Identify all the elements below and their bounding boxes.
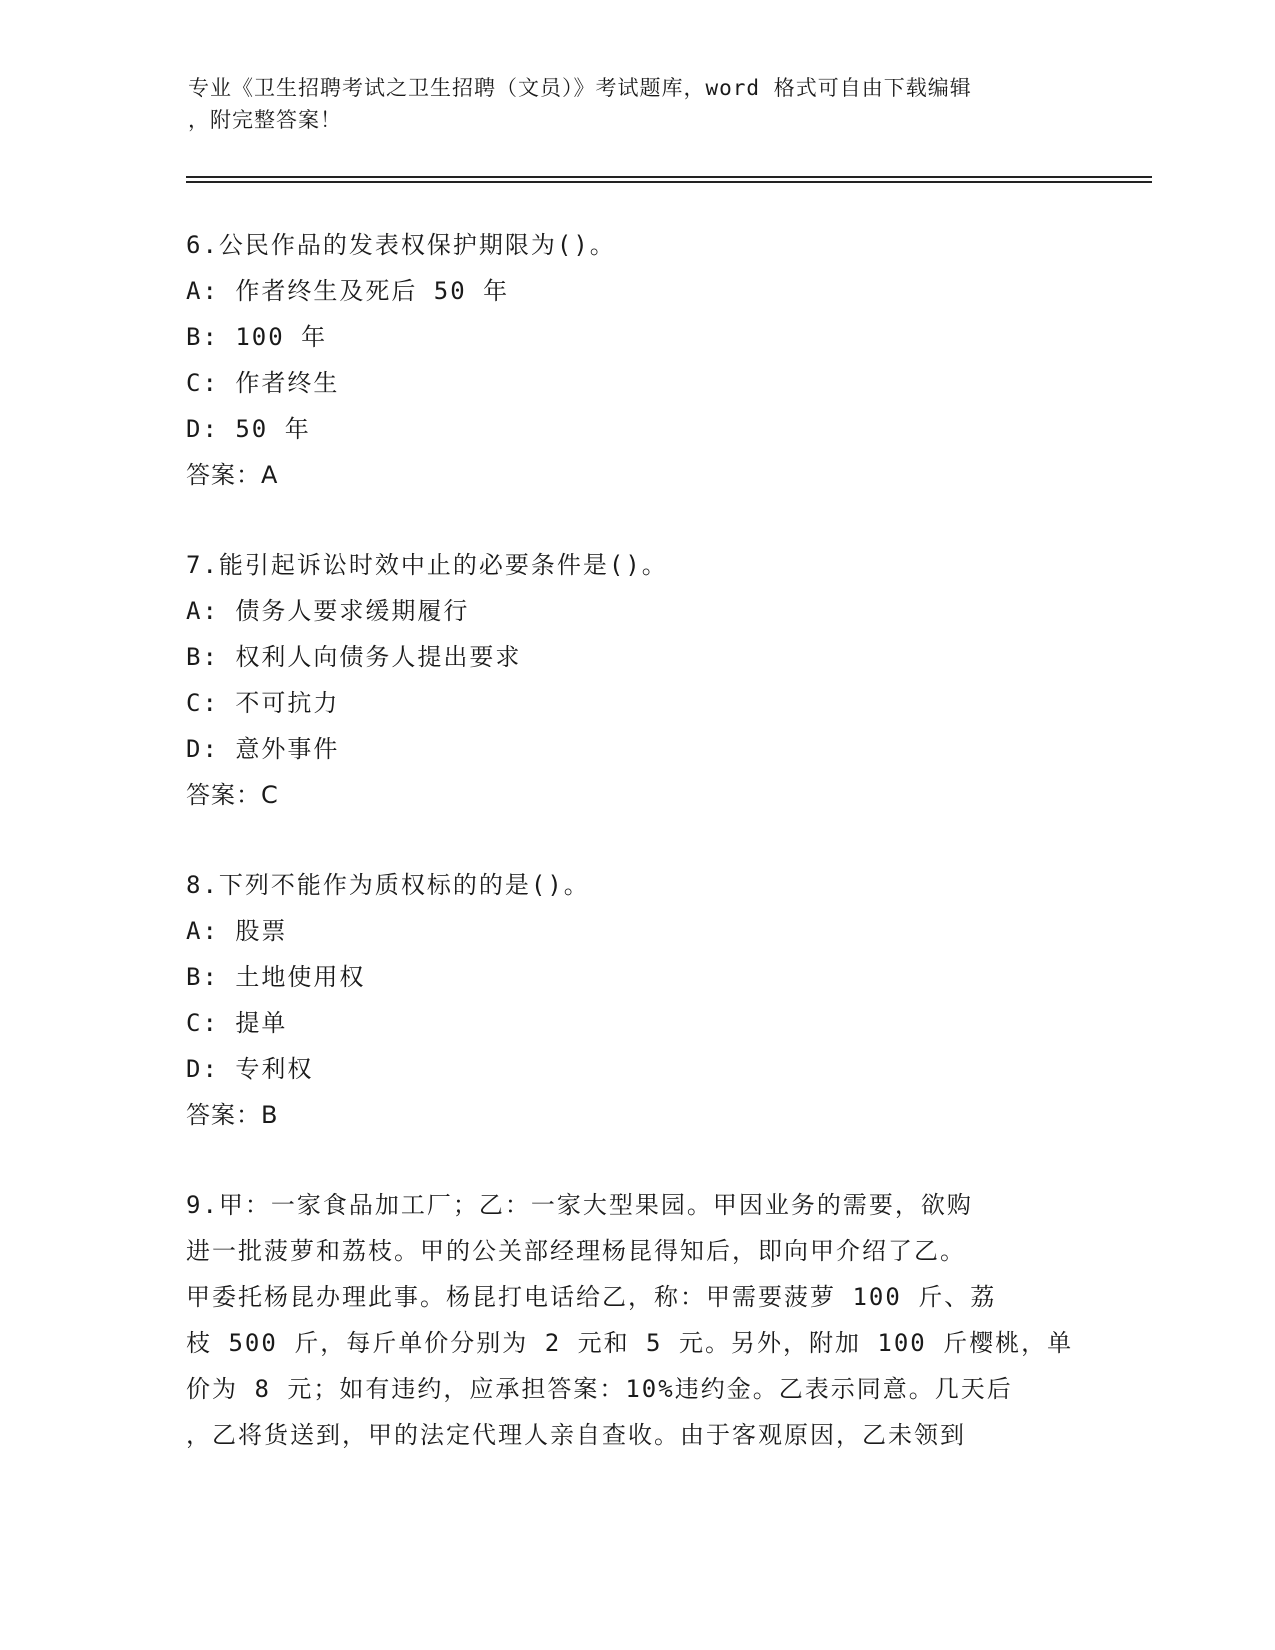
option-a: A: 债务人要求缓期履行 — [186, 597, 470, 625]
header-line: ，附完整答案！ — [188, 108, 342, 132]
option-c: C: 作者终生 — [186, 369, 340, 397]
option-c: C: 不可抗力 — [186, 689, 340, 717]
stem-line: 甲委托杨昆办理此事。杨昆打电话给乙，称：甲需要菠萝 100 斤、荔 — [186, 1283, 997, 1311]
answer-label: 答案：B — [186, 1101, 279, 1129]
option-a: A: 股票 — [186, 917, 288, 945]
stem-line: 价为 8 元；如有违约，应承担答案：10%违约金。乙表示同意。几天后 — [186, 1375, 1013, 1403]
question-stem: 7.能引起诉讼时效中止的必要条件是()。 — [186, 551, 668, 579]
stem-line: 9.甲：一家食品加工厂；乙：一家大型果园。甲因业务的需要，欲购 — [186, 1191, 973, 1219]
question-stem — [186, 1182, 1074, 1458]
option-b: B: 土地使用权 — [186, 963, 366, 991]
answer-label: 答案：A — [186, 461, 279, 489]
header-divider — [186, 176, 1152, 178]
option-b: B: 权利人向债务人提出要求 — [186, 643, 522, 671]
option-c: C: 提单 — [186, 1009, 288, 1037]
question-8 — [186, 862, 590, 1138]
question-9 — [186, 1182, 1074, 1458]
stem-line: ，乙将货送到，甲的法定代理人亲自查收。由于客观原因，乙未领到 — [186, 1421, 966, 1449]
option-a: A: 作者终生及死后 50 年 — [186, 277, 510, 305]
question-stem: 6.公民作品的发表权保护期限为()。 — [186, 231, 616, 259]
stem-line: 进一批菠萝和荔枝。甲的公关部经理杨昆得知后，即向甲介绍了乙。 — [186, 1237, 966, 1265]
stem-line: 枝 500 斤，每斤单价分别为 2 元和 5 元。另外，附加 100 斤樱桃，单 — [186, 1329, 1074, 1357]
question-7 — [186, 542, 668, 818]
document-header — [188, 72, 1088, 136]
question-stem: 8.下列不能作为质权标的的是()。 — [186, 871, 590, 899]
option-d: D: 意外事件 — [186, 735, 340, 763]
option-b: B: 100 年 — [186, 323, 328, 351]
header-line: 专业《卫生招聘考试之卫生招聘（文员）》考试题库，word 格式可自由下载编辑 — [188, 76, 972, 100]
answer-label: 答案：C — [186, 781, 279, 809]
question-6 — [186, 222, 616, 498]
header-divider — [186, 181, 1152, 183]
option-d: D: 专利权 — [186, 1055, 314, 1083]
option-d: D: 50 年 — [186, 415, 311, 443]
